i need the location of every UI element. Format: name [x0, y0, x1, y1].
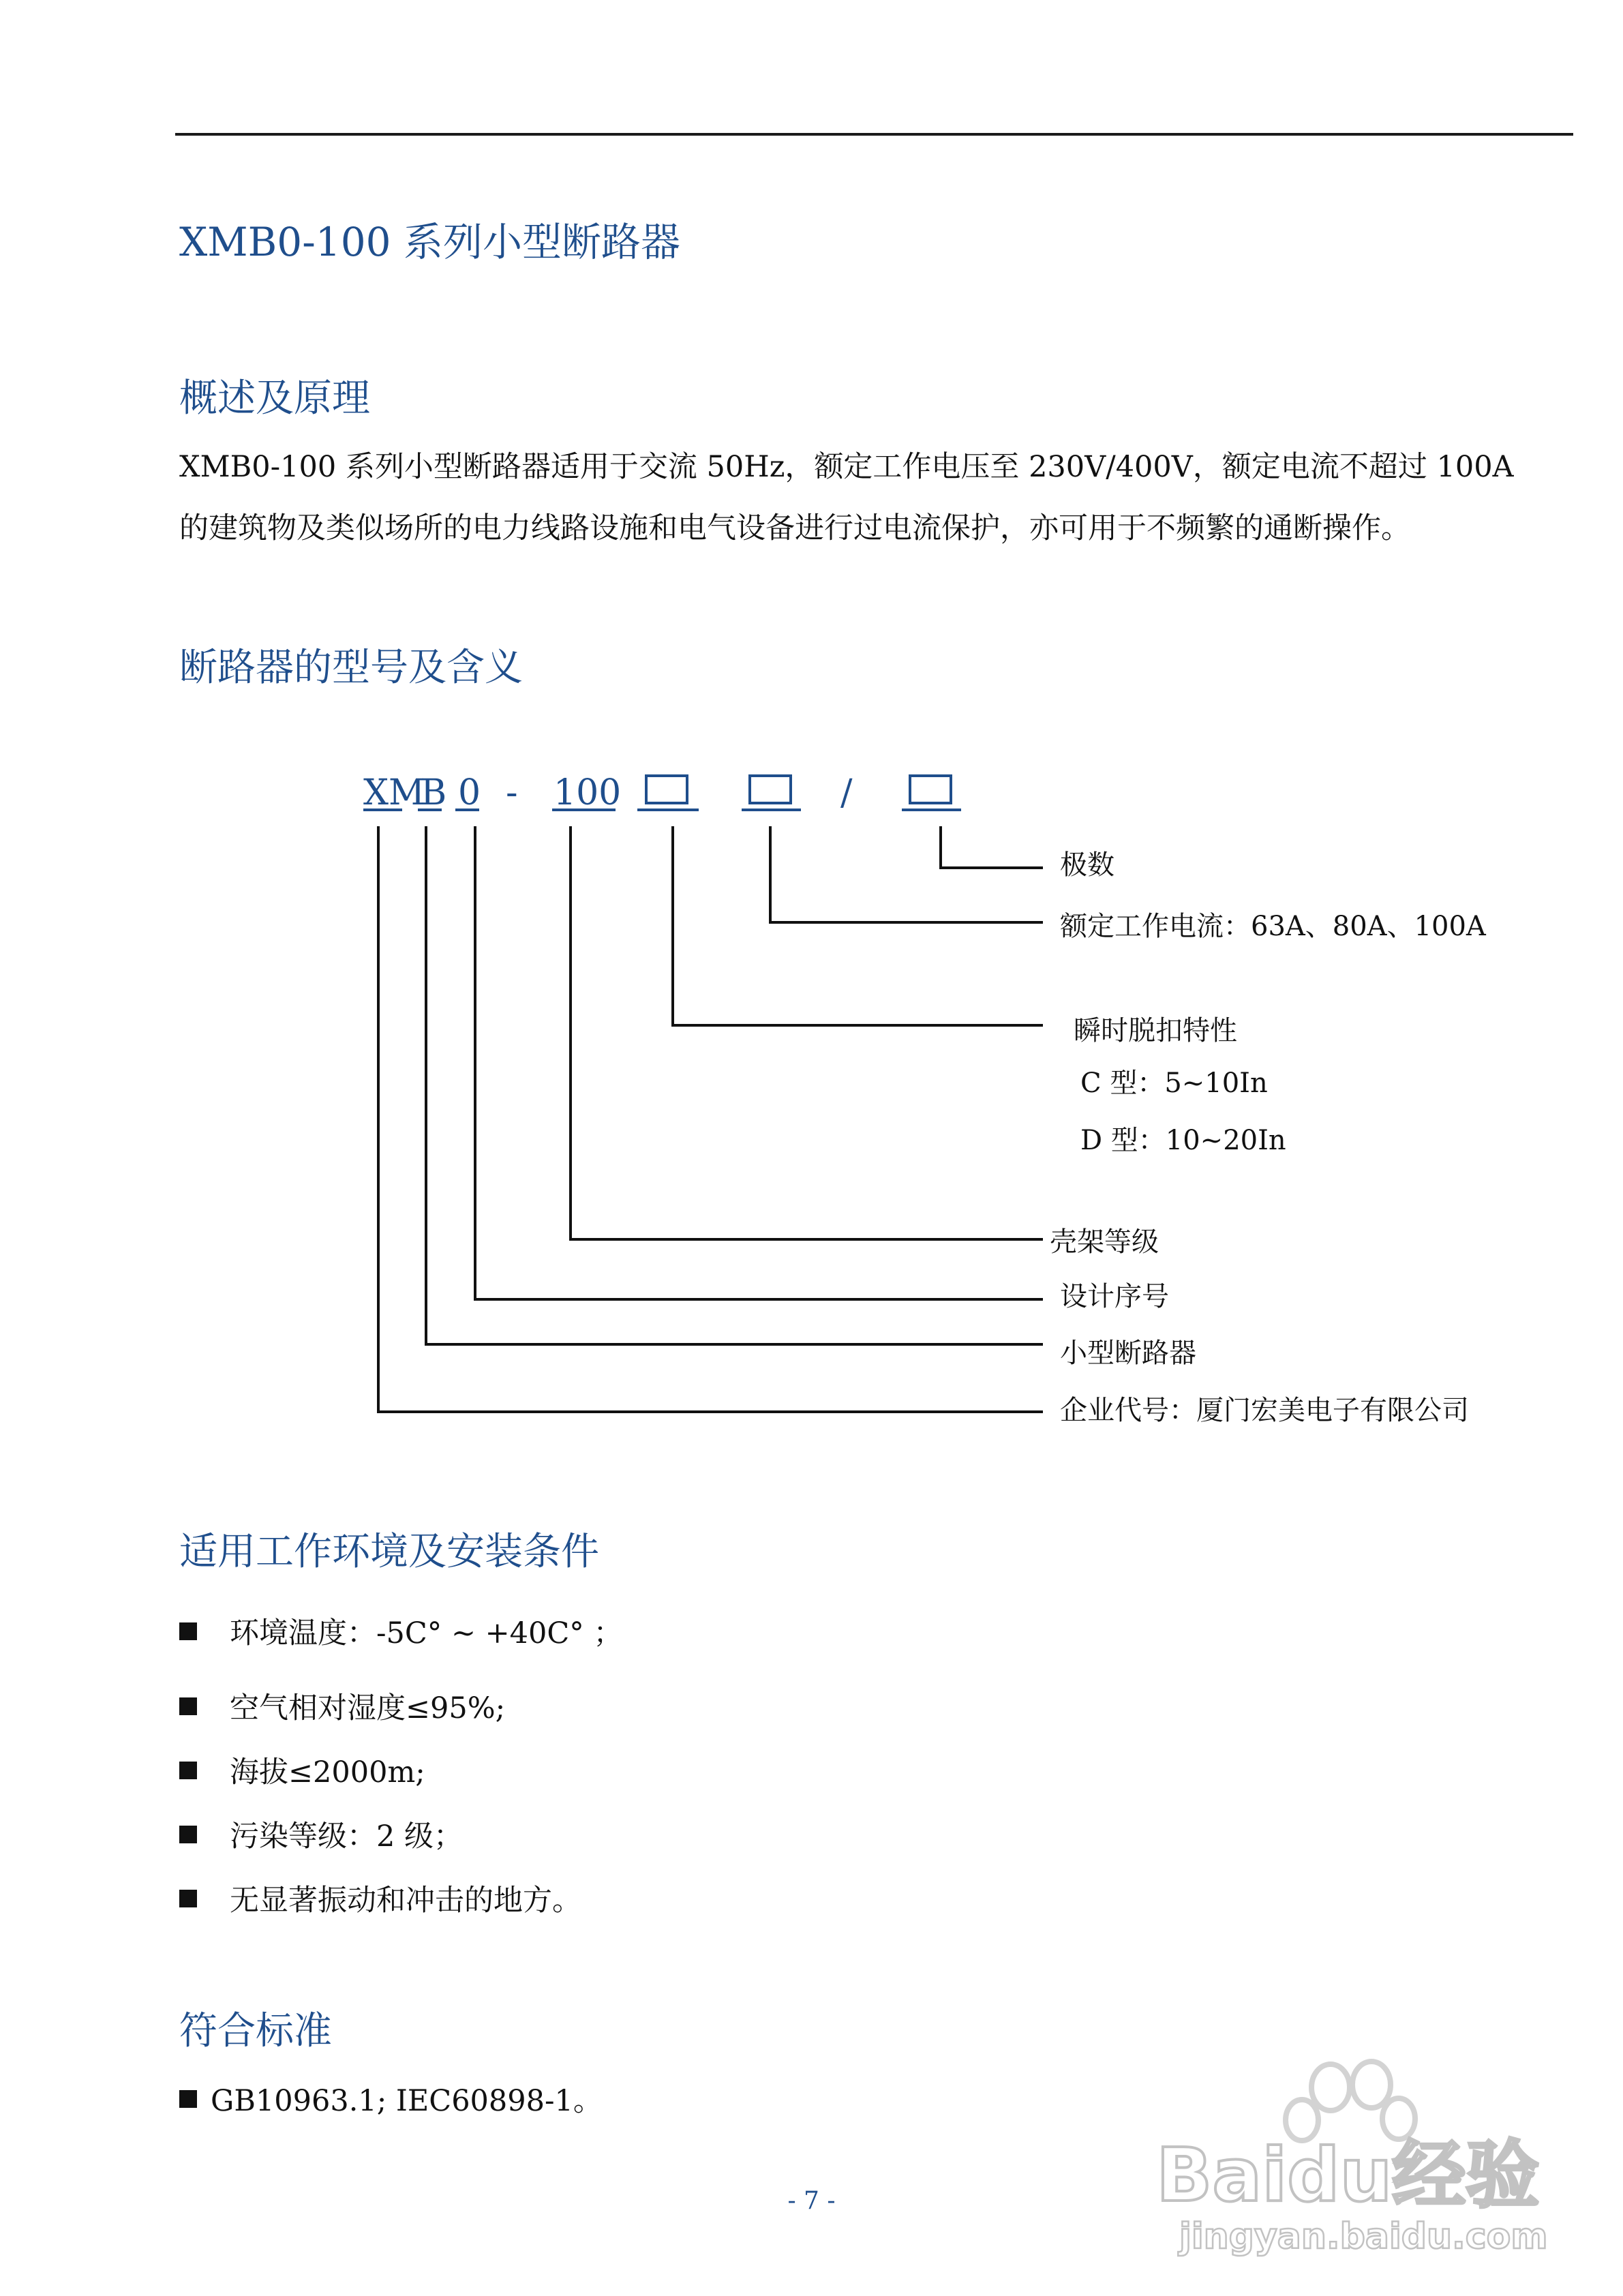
code-box-poles	[910, 776, 951, 803]
bullet-square	[179, 2090, 197, 2108]
overview-heading: 概述及原理	[179, 376, 370, 421]
label-company: 企业代号：厦门宏美电子有限公司	[1060, 1395, 1469, 1426]
overview-line-1: XMB0-100 系列小型断路器适用于交流 50Hz，额定工作电压至 230V/400V，额定电流不超过 100A	[179, 450, 1514, 484]
bullet-square	[179, 1762, 197, 1779]
page-title: XMB0-100 系列小型断路器	[179, 219, 680, 265]
code-box-trip	[646, 776, 687, 803]
leader-mcb	[426, 826, 1043, 1344]
environment-heading: 适用工作环境及安装条件	[179, 1530, 599, 1574]
standards-heading: 符合标准	[179, 2009, 332, 2053]
code-box-current	[750, 776, 791, 803]
label-trip-d: D 型：10~20In	[1080, 1125, 1286, 1156]
model-heading: 断路器的型号及含义	[179, 646, 523, 690]
leader-company	[378, 826, 1043, 1412]
leader-design	[475, 826, 1043, 1299]
code-b: B	[421, 772, 447, 813]
env-item: 污染等级：2 级；	[179, 1813, 463, 1855]
bullet-square	[179, 1622, 197, 1640]
watermark-brand: Baidu经验	[1156, 2133, 1540, 2218]
label-trip-c: C 型：5~10In	[1080, 1068, 1268, 1099]
code-xm: XM	[363, 772, 425, 813]
leader-frame	[571, 826, 1043, 1239]
label-mcb: 小型断路器	[1060, 1338, 1196, 1369]
label-poles: 极数	[1060, 849, 1114, 881]
standards-item: GB10963.1; IEC60898-1。	[179, 2078, 603, 2119]
code-slash: /	[840, 772, 853, 813]
label-design: 设计序号	[1060, 1281, 1169, 1312]
leader-poles	[941, 826, 1043, 868]
label-trip: 瞬时脱扣特性	[1074, 1015, 1237, 1046]
label-current: 额定工作电流：63A、80A、100A	[1060, 911, 1486, 942]
env-item: 无显著振动和冲击的地方。	[179, 1877, 581, 1919]
bullet-square	[179, 1697, 197, 1715]
baidu-watermark	[1152, 2045, 1561, 2263]
label-frame: 壳架等级	[1050, 1226, 1159, 1258]
leader-current	[770, 826, 1043, 922]
code-zero: 0	[458, 772, 481, 813]
bullet-square	[179, 1826, 197, 1843]
bullet-square	[179, 1890, 197, 1907]
code-dash: -	[506, 772, 518, 813]
page-number: - 7 -	[787, 2187, 836, 2215]
env-item: 海拔≤2000m;	[179, 1749, 425, 1791]
watermark-url: jingyan.baidu.com	[1179, 2216, 1548, 2257]
env-item: 环境温度：-5C° ~ +40C° ；	[179, 1610, 622, 1652]
overview-line-2: 的建筑物及类似场所的电力线路设施和电气设备进行过电流保护，亦可用于不频繁的通断操作。	[179, 511, 1410, 545]
env-item: 空气相对湿度≤95%;	[179, 1685, 505, 1727]
code-100: 100	[553, 772, 622, 813]
leader-trip	[673, 826, 1043, 1025]
